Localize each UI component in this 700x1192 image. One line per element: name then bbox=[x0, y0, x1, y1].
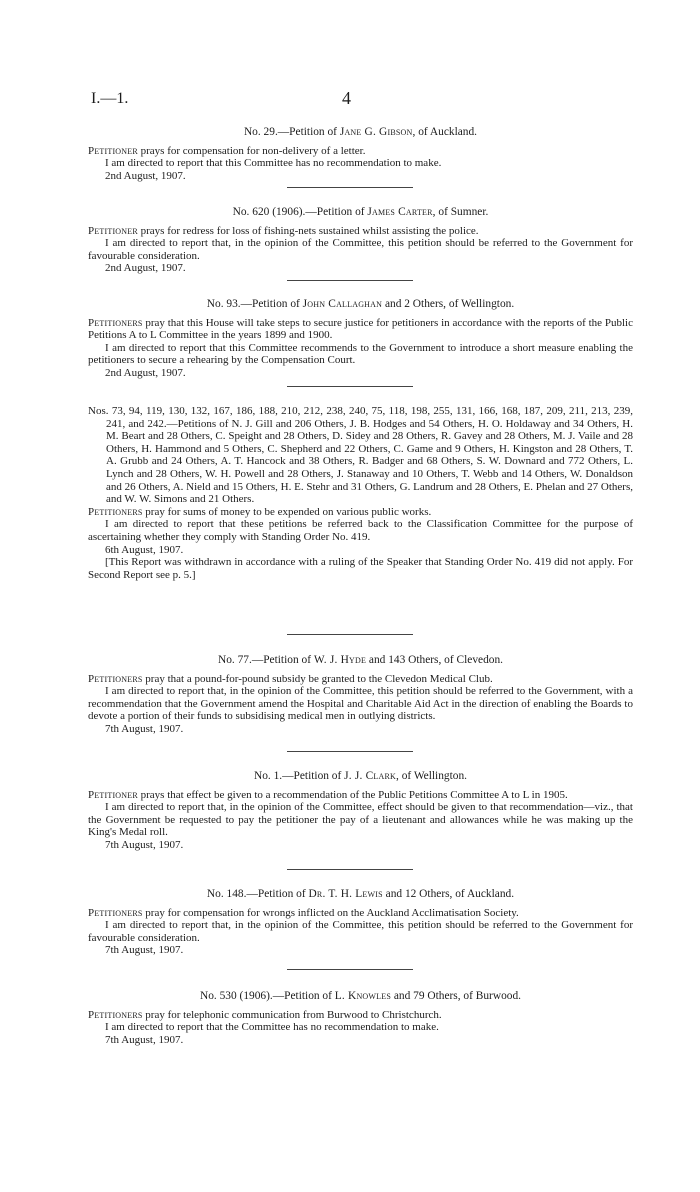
petition-title: No. 29.—Petition of Jane G. Gibson, of Auckland. bbox=[243, 126, 478, 138]
section-divider bbox=[287, 280, 413, 281]
petition-prayer: Petitioners pray that a pound-for-pound subsidy be granted to the Clevedon Medical Club. bbox=[88, 672, 493, 685]
petition-section bbox=[88, 298, 633, 380]
petition-numbers: Nos. 73, 94, 119, 130, 132, 167, 186, 188, 210, 212, 238, 240, 75, 118, 198, 255, 131, 166, 168, 187, 209, 211, 213, 239, 241, and 242.—Petitions of N. J. Gill and 206 Others, J. B. Hodges and 54 Others, H. O. Holdaway and 34 Others, H. M. Beart and 28 Others, C. Speight and 28 Others, D. Sidey and 28 Others, R. Gavey and 28 Others, M. J. Vaile and 28 Others, H. Hammond and 5 Others, C. Shepherd and 22 Others, C. Game and 9 Others, H. Kingston and 28 Others, T. A. Grubb and 24 Others, A. T. Hancock and 38 Others, R. Badger and 68 Others, S. W. Downard and 772 Others, L. Lynch and 28 Others, W. H. Powell and 28 Others, J. Stanaway and 10 Others, T. Webb and 14 Others, W. Donaldson and 26 Others, A. Nield and 15 Others, H. E. Stehr and 31 Others, G. Landrum and 28 Others, E. Phelan and 27 Others, and W. W. Simons and 21 Others. bbox=[88, 405, 633, 506]
committee-report: I am directed to report that this Committee recommends to the Government to introduce a short measure enabling the petitioners to secure a rehearing by the Compensation Court. bbox=[88, 341, 633, 367]
section-divider bbox=[287, 969, 413, 970]
section-divider bbox=[287, 187, 413, 188]
committee-report: I am directed to report that the Committee has no recommendation to make. bbox=[105, 1021, 439, 1034]
committee-report: I am directed to report that, in the opinion of the Committee, this petition should be referred to the Government, with a recommendation that the Government amend the Hospital and Charitable Aid Act in the direction of enabling the Boards to devote a portion of their funds to subsidising medical men in outlying districts. bbox=[88, 685, 633, 723]
section-divider bbox=[287, 869, 413, 870]
report-date: 7th August, 1907. bbox=[105, 1033, 184, 1046]
petition-section bbox=[88, 990, 633, 1046]
petition-prayer: Petitioners pray that this House will take steps to secure justice for petitioners in accordance with the reports of the Public Petitions A to L Committee in the years 1899 and 1900. bbox=[88, 316, 633, 342]
committee-report: I am directed to report that, in the opinion of the Committee, effect should be given to that recommendation—viz., that the Government be requested to pay the petitioner the pay of a lieutenant and allowances while he was making up the King's Medal roll. bbox=[88, 801, 633, 839]
petition-prayer: Petitioner prays that effect be given to a recommendation of the Public Petitions Committee A to L in 1905. bbox=[88, 788, 568, 801]
editorial-note: [This Report was withdrawn in accordance with a ruling of the Speaker that Standing Order No. 419 did not apply. For Second Report see p. 5.] bbox=[88, 556, 633, 581]
report-date: 6th August, 1907. bbox=[105, 543, 184, 556]
petition-section bbox=[88, 888, 633, 957]
petition-title: No. 77.—Petition of W. J. Hyde and 143 Others, of Clevedon. bbox=[217, 654, 504, 666]
petition-section bbox=[88, 405, 633, 581]
petition-title: No. 620 (1906).—Petition of James Carter, of Sumner. bbox=[232, 206, 489, 218]
report-date: 7th August, 1907. bbox=[105, 838, 184, 851]
section-divider bbox=[287, 634, 413, 635]
committee-report: I am directed to report that these petitions be referred back to the Classification Committee for the purpose of ascertaining whether they comply with Standing Order No. 419. bbox=[88, 518, 633, 543]
petition-section bbox=[88, 770, 633, 852]
committee-report: I am directed to report that, in the opinion of the Committee, this petition should be referred to the Government for favourable consideration. bbox=[88, 237, 633, 262]
document-reference: I.—1. bbox=[91, 90, 129, 107]
report-date: 2nd August, 1907. bbox=[105, 169, 186, 182]
page-number: 4 bbox=[342, 88, 351, 108]
report-date: 2nd August, 1907. bbox=[105, 262, 186, 275]
petition-prayer: Petitioners pray for telephonic communication from Burwood to Christchurch. bbox=[88, 1008, 442, 1021]
section-divider bbox=[287, 751, 413, 752]
report-date: 7th August, 1907. bbox=[105, 944, 184, 957]
petition-title: No. 1.—Petition of J. J. Clark, of Wellington. bbox=[253, 770, 468, 782]
petition-prayer: Petitioners pray for compensation for wrongs inflicted on the Auckland Acclimatisation Society. bbox=[88, 906, 519, 919]
petition-prayer: Petitioner prays for compensation for non-delivery of a letter. bbox=[88, 144, 366, 157]
committee-report: I am directed to report that, in the opinion of the Committee, this petition should be referred to the Government for favourable consideration. bbox=[88, 919, 633, 944]
petition-section bbox=[88, 126, 633, 182]
section-divider bbox=[287, 386, 413, 387]
petition-prayer: Petitioner prays for redress for loss of fishing-nets sustained whilst assisting the police. bbox=[88, 224, 479, 237]
petition-title: No. 148.—Petition of Dr. T. H. Lewis and 12 Others, of Auckland. bbox=[206, 888, 515, 900]
petition-section bbox=[88, 654, 633, 736]
petition-section bbox=[88, 206, 633, 275]
committee-report: I am directed to report that this Committee has no recommendation to make. bbox=[105, 157, 442, 170]
petition-prayer: Petitioners pray for sums of money to be expended on various public works. bbox=[88, 505, 432, 518]
petition-title: No. 530 (1906).—Petition of L. Knowles and 79 Others, of Burwood. bbox=[199, 990, 522, 1002]
report-date: 2nd August, 1907. bbox=[105, 366, 186, 379]
report-date: 7th August, 1907. bbox=[105, 722, 184, 735]
petition-title: No. 93.—Petition of John Callaghan and 2 Others, of Wellington. bbox=[206, 298, 515, 310]
